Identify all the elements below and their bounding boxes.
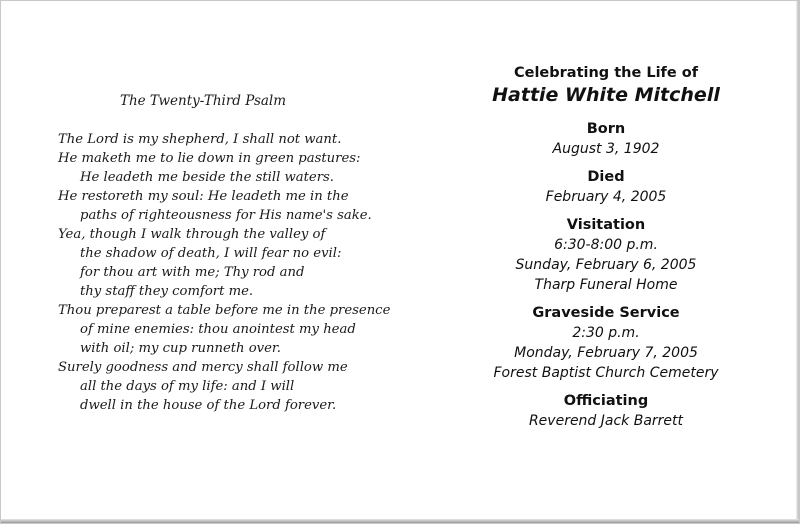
service-section [461,119,751,159]
page-edge-shadow-bottom [1,519,799,523]
psalm-line: with oil; my cup runneth over. [80,341,281,356]
service-section [461,303,751,383]
psalm-line: The Lord is my shepherd, I shall not want. [58,132,342,147]
psalm-line: paths of righteousness for His name's sake. [80,208,372,223]
psalm-line: Thou preparest a table before me in the presence [58,303,391,318]
service-sections [461,119,751,431]
psalm-line: thy staff they comfort me. [80,284,254,299]
service-info-panel [461,63,751,439]
psalm-panel [58,93,391,415]
section-detail: Reverend Jack Barrett [528,413,684,429]
psalm-line: dwell in the house of the Lord forever. [80,398,337,413]
section-detail: August 3, 1902 [552,141,660,157]
deceased-name: Hattie White Mitchell [492,84,720,106]
service-section [461,391,751,431]
section-heading: Officiating [563,393,649,409]
psalm-line: He leadeth me beside the still waters. [80,170,335,185]
service-section [461,215,751,295]
psalm-line: He restoreth my soul: He leadeth me in the [58,189,349,204]
section-detail: Monday, February 7, 2005 [514,345,698,361]
psalm-line: all the days of my life: and I will [80,379,295,394]
section-detail: Forest Baptist Church Cemetery [493,365,719,381]
section-heading: Visitation [566,217,646,233]
section-detail: 6:30-8:00 p.m. [554,237,658,253]
section-detail: Tharp Funeral Home [534,277,678,293]
celebration-header: Celebrating the Life of [513,65,699,81]
psalm-line: Yea, though I walk through the valley of [58,227,326,242]
psalm-title: The Twenty-Third Psalm [119,93,287,109]
section-detail: 2:30 p.m. [572,325,640,341]
service-section [461,167,751,207]
section-heading: Died [587,169,625,185]
psalm-line: for thou art with me; Thy rod and [80,265,305,280]
psalm-line: of mine enemies: thou anointest my head [80,322,356,337]
section-detail: February 4, 2005 [545,189,667,205]
psalm-line: the shadow of death, I will fear no evil: [80,246,342,261]
psalm-line: He maketh me to lie down in green pastures: [58,151,361,166]
psalm-line: Surely goodness and mercy shall follow me [58,360,348,375]
section-detail: Sunday, February 6, 2005 [515,257,697,273]
psalm-text [58,130,391,415]
section-heading: Graveside Service [532,305,680,321]
section-heading: Born [586,121,626,137]
page-edge-shadow-right [796,1,799,523]
